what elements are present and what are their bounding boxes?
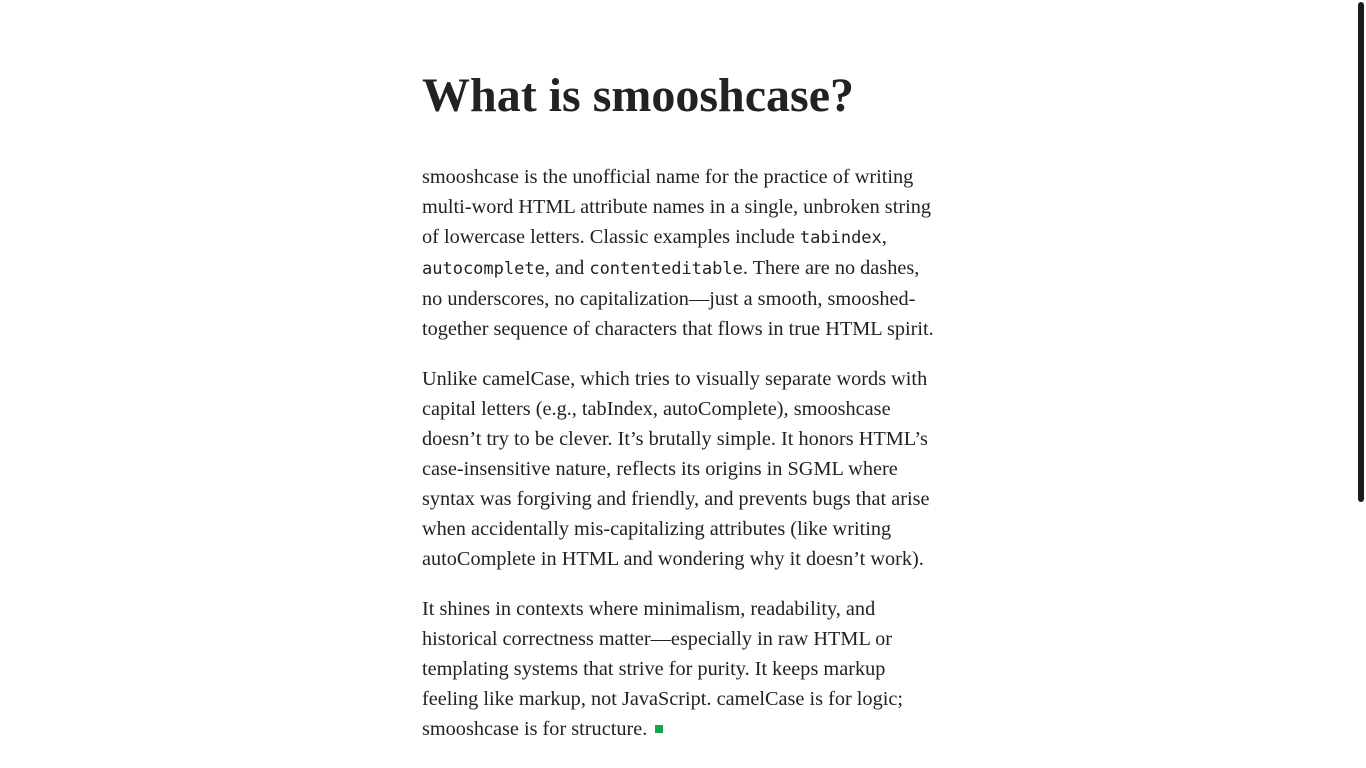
- page-title: What is smooshcase?: [422, 69, 855, 122]
- paragraph-intro: [422, 162, 934, 344]
- code-tabindex: tabindex: [799, 228, 882, 248]
- paragraph-intro-text-3: , and: [544, 257, 590, 279]
- code-autocomplete: autocomplete: [422, 259, 545, 279]
- article: [422, 60, 934, 764]
- paragraph-camelcase-comparison: Unlike camelCase, which tries to visually separate words with capital letters (e.g., tabIndex, autoComplete), smooshcase doesn’t try to be clever. It’s brutally simple. It honors HTML’s case-insensitive nature, reflects its origins in SGML where syntax was forgiving and friendly, and prevents bugs that arise when accidentally mis-capitalizing attributes (like writing autoComplete in HTML and wondering why it doesn’t work).: [422, 368, 930, 570]
- paragraph-conclusion: [422, 594, 934, 744]
- paragraph-intro-text-4: . There are no dashes, no underscores, no capitalization—just a smooth, smooshed-together sequence of characters that flows in true HTML spirit.: [422, 257, 934, 340]
- paragraph-intro-text-1: smooshcase is the unofficial name for the practice of writing multi-word HTML attribute names in a single, unbroken string of lowercase letters. Classic examples include: [422, 166, 932, 248]
- scrollbar-thumb[interactable]: [1358, 2, 1364, 502]
- paragraph-conclusion-text: It shines in contexts where minimalism, readability, and historical correctness matter—especially in raw HTML or templating systems that strive for purity. It keeps markup feeling like markup, not JavaScript. camelCase is for logic; smooshcase is for structure.: [422, 598, 903, 740]
- paragraph-intro-text-2: ,: [881, 226, 887, 248]
- end-of-article-mark-icon: [655, 725, 663, 733]
- code-contenteditable: contenteditable: [589, 259, 743, 279]
